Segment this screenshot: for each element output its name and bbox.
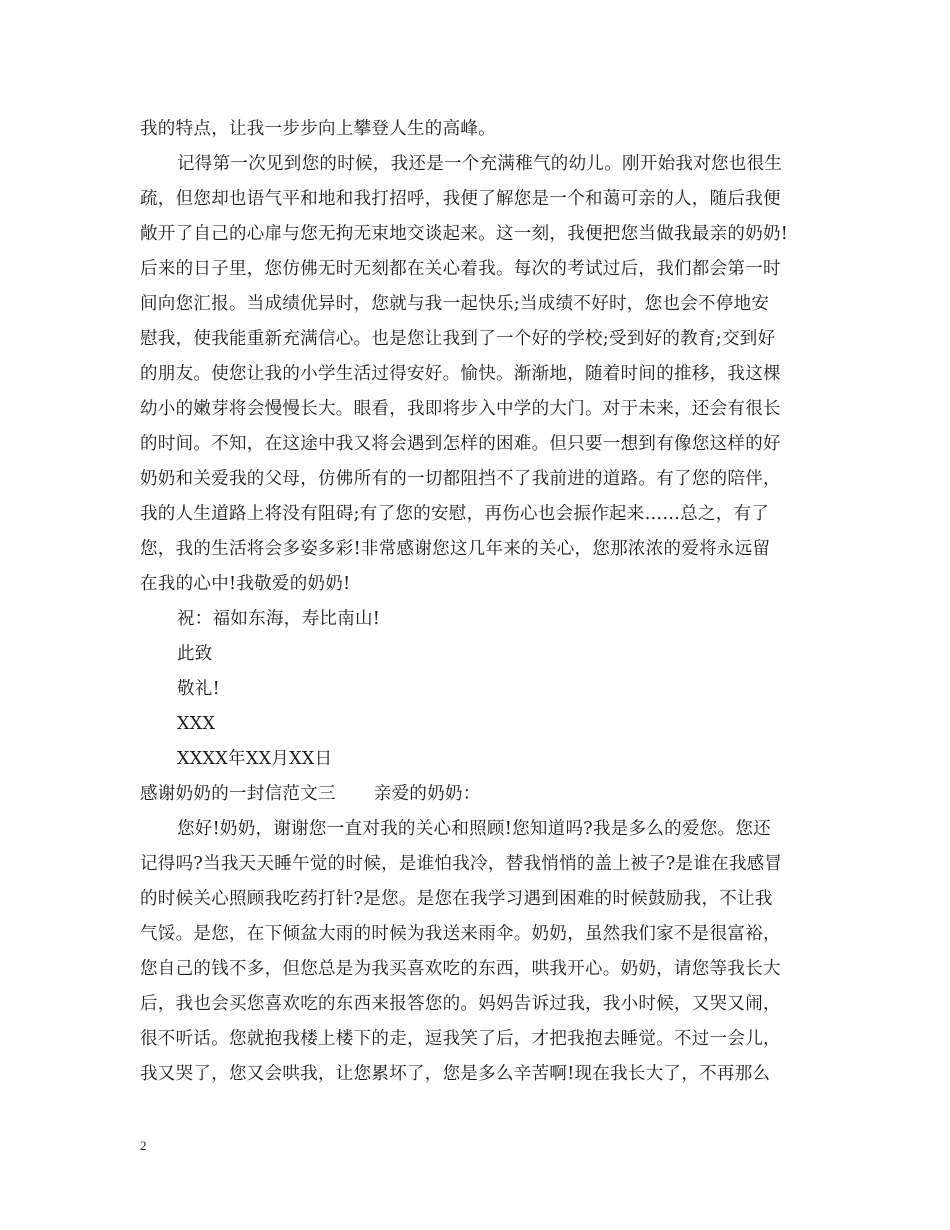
- text-line: 记得吗?当我天天睡午觉的时候，是谁怕我冷，替我悄悄的盖上被子?是谁在我感冒: [140, 854, 783, 874]
- text-line: 在我的心中!我敬爱的奶奶!: [140, 574, 351, 594]
- greeting: 亲爱的奶奶：: [373, 784, 481, 804]
- section-heading: 感谢奶奶的一封信范文三: [140, 784, 336, 804]
- text-line: 我的人生道路上将没有阻碍;有了您的安慰，再伤心也会振作起来……总之，有了: [140, 504, 770, 524]
- text-line: 您自己的钱不多，但您总是为我买喜欢吃的东西，哄我开心。奶奶，请您等我长大: [140, 959, 781, 979]
- text-line: 气馁。是您，在下倾盆大雨的时候为我送来雨伞。奶奶，虽然我们家不是很富裕，: [140, 924, 781, 944]
- text-line: 间向您汇报。当成绩优异时，您就与我一起快乐;当成绩不好时，您也会不停地安: [140, 294, 770, 314]
- text-line: 敞开了自己的心扉与您无拘无束地交谈起来。这一刻，我便把您当做我最亲的奶奶!: [140, 224, 789, 244]
- date-line: XXXX年XX月XX日: [177, 749, 333, 769]
- text-line: 我的特点，让我一步步向上攀登人生的高峰。: [140, 119, 496, 139]
- text-line: 的时候关心照顾我吃药打针?是您。是您在我学习遇到困难的时候鼓励我，不让我: [140, 889, 773, 909]
- text-line: 我又哭了，您又会哄我，让您累坏了，您是多么辛苦啊!现在我长大了，不再那么: [140, 1064, 771, 1084]
- text-line: 奶奶和关爱我的父母，仿佛所有的一切都阻挡不了我前进的道路。有了您的陪伴，: [140, 469, 781, 489]
- text-line: 的朋友。使您让我的小学生活过得安好。愉快。渐渐地，随着时间的推移，我这棵: [140, 364, 781, 384]
- text-line: 的时间。不知，在这途中我又将会遇到怎样的困难。但只要一想到有像您这样的好: [140, 434, 781, 454]
- text-line: 您，我的生活将会多姿多彩!非常感谢您这几年来的关心，您那浓浓的爱将永远留: [140, 539, 771, 559]
- text-line: 很不听话。您就抱我楼上楼下的走，逗我笑了后，才把我抱去睡觉。不过一会儿，: [140, 1029, 781, 1049]
- text-line: 慰我，使我能重新充满信心。也是您让我到了一个好的学校;受到好的教育;交到好: [140, 329, 776, 349]
- blessing-line: 祝：福如东海，寿比南山!: [177, 609, 381, 629]
- section-heading-row: [140, 782, 481, 806]
- signature: XXX: [177, 714, 216, 734]
- text-line: 您好!奶奶，谢谢您一直对我的关心和照顾!您知道吗?我是多么的爱您。您还: [177, 819, 771, 839]
- text-line: 疏，但您却也语气平和地和我打招呼，我便了解您是一个和蔼可亲的人，随后我便: [140, 189, 781, 209]
- text-line: 后，我也会买您喜欢吃的东西来报答您的。妈妈告诉过我，我小时候，又哭又闹，: [140, 994, 781, 1014]
- closing-line: 此致: [177, 644, 213, 664]
- text-line: 幼小的嫩芽将会慢慢长大。眼看，我即将步入中学的大门。对于未来，还会有很长: [140, 399, 781, 419]
- page-number: 2: [140, 1138, 147, 1153]
- closing-salute: 敬礼!: [177, 679, 220, 699]
- text-line: 后来的日子里，您仿佛无时无刻都在关心着我。每次的考试过后，我们都会第一时: [140, 259, 781, 279]
- text-line: 记得第一次见到您的时候，我还是一个充满稚气的幼儿。刚开始我对您也很生: [177, 154, 783, 174]
